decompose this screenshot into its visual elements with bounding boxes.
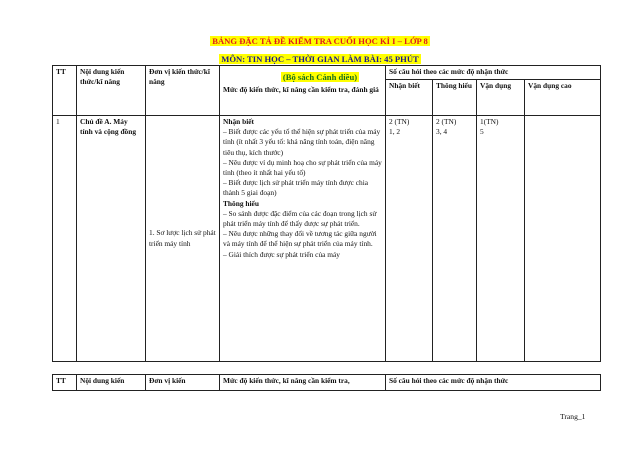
nhan-biet-item-2: – Nêu được ví dụ minh hoạ cho sự phát triển của máy tính (theo ít nhất hai yếu tố) [223,157,382,178]
count-van-dung: 1(TN) [480,117,499,126]
header-van-dung: Vận dụng [477,80,525,116]
cell-van-dung-cao [525,116,601,362]
nhan-biet-item-1: – Biết được các yếu tố thể hiện sự phát triển của máy tính (ít nhất 3 yếu tố: khả năng tính toán, điện năng tiêu thụ, kích thước) [223,127,381,157]
header-levels-group-2: Số câu hỏi theo các mức độ nhận thức [386,375,601,391]
thong-hieu-item-2: – Nêu được những thay đổi về tương tác giữa người và máy tính để thể hiện sự phát triển của máy tính. [223,229,377,249]
label-nhan-biet: Nhận biết [223,117,255,126]
questions-thong-hieu: 3, 4 [436,127,448,137]
table-row [53,116,601,362]
title-line-2: MÔN: TIN HỌC – THỜI GIAN LÀM BÀI: 45 PHÚT [221,54,419,64]
row-content: Chủ đề A. Máy tính và cộng đồng [77,116,146,362]
thong-hieu-item-1: – So sánh được đặc điểm của các đoạn trong lịch sử phát triển máy tính để thấy được sự phát triển. [223,208,377,229]
row-tt: 1 [53,116,77,362]
header-thong-hieu: Thông hiểu [433,80,477,116]
title-line-1: BẢNG ĐẶC TẢ ĐỀ KIỂM TRA CUỐI HỌC KÌ I – LỚP 8 [212,36,428,46]
cell-van-dung [477,116,525,362]
thong-hieu-item-3: – Giải thích được sự phát triển của máy [223,249,340,259]
label-thong-hieu: Thông hiểu [223,198,259,208]
specification-table [52,65,601,362]
row-spec [220,116,386,362]
specification-table-continued [52,374,601,391]
row-unit: 1. Sơ lược lịch sử phát triển máy tính [146,116,220,362]
header-levels-group: Số câu hỏi theo các mức độ nhận thức [386,66,601,80]
header-unit: Đơn vị kiến thức/kĩ năng [146,66,220,116]
count-thong-hieu: 2 (TN) [436,117,457,126]
header-content-2: Nội dung kiến [77,375,146,391]
nhan-biet-item-3: – Biết được lịch sử phát triển máy tính được chia thành 5 giai đoạn) [223,178,369,198]
header-tt: TT [53,66,77,116]
title-line-3: (Bộ sách Cánh diều) [282,72,358,82]
header-van-dung-cao: Vận dụng cao [525,80,601,116]
header-content: Nội dung kiến thức/kĩ năng [77,66,146,116]
header-nhan-biet: Nhận biết [386,80,433,116]
questions-van-dung: 5 [480,127,484,137]
count-nhan-biet: 2 (TN) [389,117,410,126]
cell-thong-hieu [433,116,477,362]
cell-nhan-biet [386,116,433,362]
header-spec: Mức độ kiến thức, kĩ năng cần kiểm tra, đánh giá [220,66,386,116]
header-unit-2: Đơn vị kiến [146,375,220,391]
questions-nhan-biet: 1, 2 [389,127,401,137]
page-number: Trang_1 [560,412,586,421]
header-tt-2: TT [53,375,77,391]
header-spec-2: Mức độ kiến thức, kĩ năng cần kiểm tra, [220,375,386,391]
